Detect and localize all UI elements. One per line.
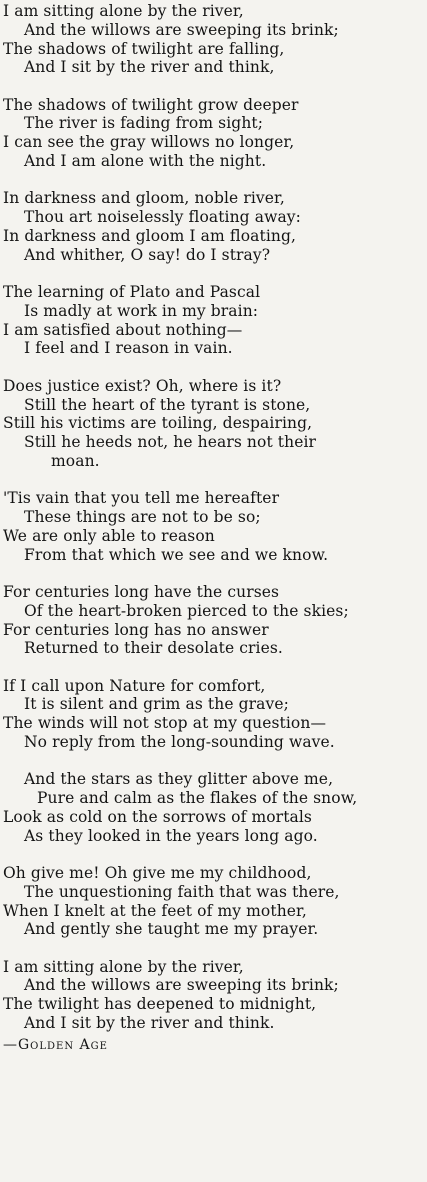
poem-line: From that which we see and we know. — [24, 545, 329, 564]
poem-line: Is madly at work in my brain: — [24, 301, 259, 320]
poem-line: In darkness and gloom I am floating, — [3, 226, 297, 245]
stanza-1 — [3, 2, 421, 77]
poem-line: The shadows of twilight grow deeper — [3, 95, 299, 114]
poem-line: The winds will not stop at my question— — [3, 714, 327, 733]
stanza-11 — [3, 958, 421, 1033]
poem-line: Of the heart-broken pierced to the skies; — [24, 601, 349, 620]
poem-line: I feel and I reason in vain. — [24, 339, 233, 358]
poem-line: If I call upon Nature for comfort, — [3, 676, 266, 695]
poem-line: I am sitting alone by the river, — [3, 2, 244, 20]
poem-line: And the willows are sweeping its brink; — [24, 976, 339, 995]
poem-line: As they looked in the years long ago. — [24, 826, 318, 845]
poem-line: Thou art noiselessly floating away: — [24, 208, 301, 227]
poem-line: The river is fading from sight; — [24, 114, 264, 133]
poem-line: I am sitting alone by the river, — [3, 957, 244, 976]
poem-line: Still his victims are toiling, despairing, — [3, 414, 313, 433]
poem-line: Returned to their desolate cries. — [24, 639, 283, 658]
poem-line: Still he heeds not, he hears not their — [24, 433, 317, 452]
stanza-5 — [3, 377, 421, 471]
poem-line: And whither, O say! do I stray? — [24, 245, 271, 264]
poem-line: We are only able to reason — [3, 526, 215, 545]
poem-attribution: —Golden Age — [3, 1037, 108, 1054]
poem-line: I am satisfied about nothing— — [3, 320, 243, 339]
stanza-3 — [3, 189, 421, 264]
poem-line: Pure and calm as the flakes of the snow, — [37, 789, 358, 808]
poem-line: It is silent and grim as the grave; — [24, 695, 289, 714]
poem-line: And the willows are sweeping its brink; — [24, 20, 339, 39]
poem-line: The twilight has deepened to midnight, — [3, 995, 317, 1014]
poem-line: Oh give me! Oh give me my childhood, — [3, 863, 312, 882]
stanza-7 — [3, 583, 421, 658]
poem-line: When I knelt at the feet of my mother, — [3, 901, 307, 920]
poem-line: And the stars as they glitter above me, — [24, 770, 334, 789]
poem-line: The unquestioning faith that was there, — [24, 882, 340, 901]
poem-line: For centuries long have the curses — [3, 582, 280, 601]
poem-line: No reply from the long-sounding wave. — [24, 733, 335, 751]
poem-line: I can see the gray willows no longer, — [3, 133, 295, 152]
poem-line: In darkness and gloom, noble river, — [3, 189, 285, 208]
poem — [3, 2, 421, 1054]
stanza-9 — [3, 770, 421, 845]
stanza-4 — [3, 283, 421, 358]
poem-line: Does justice exist? Oh, where is it? — [3, 376, 282, 395]
poem-line: Still the heart of the tyrant is stone, — [24, 395, 311, 414]
poem-line: These things are not to be so; — [24, 508, 261, 527]
poem-line: 'Tis vain that you tell me hereafter — [3, 489, 280, 508]
poem-line: And I sit by the river and think, — [24, 58, 275, 77]
poem-line: And I am alone with the night. — [24, 152, 267, 171]
poem-line: And gently she taught me my prayer. — [24, 920, 319, 939]
poem-line: Look as cold on the sorrows of mortals — [3, 807, 312, 826]
poem-line: moan. — [51, 451, 100, 470]
stanza-8 — [3, 677, 421, 752]
poem-line: And I sit by the river and think. — [24, 1014, 275, 1033]
stanza-10 — [3, 864, 421, 939]
poem-line: The shadows of twilight are falling, — [3, 39, 285, 58]
stanza-2 — [3, 96, 421, 171]
poem-line: The learning of Plato and Pascal — [3, 283, 261, 302]
stanza-6 — [3, 489, 421, 564]
poem-line: For centuries long has no answer — [3, 620, 269, 639]
